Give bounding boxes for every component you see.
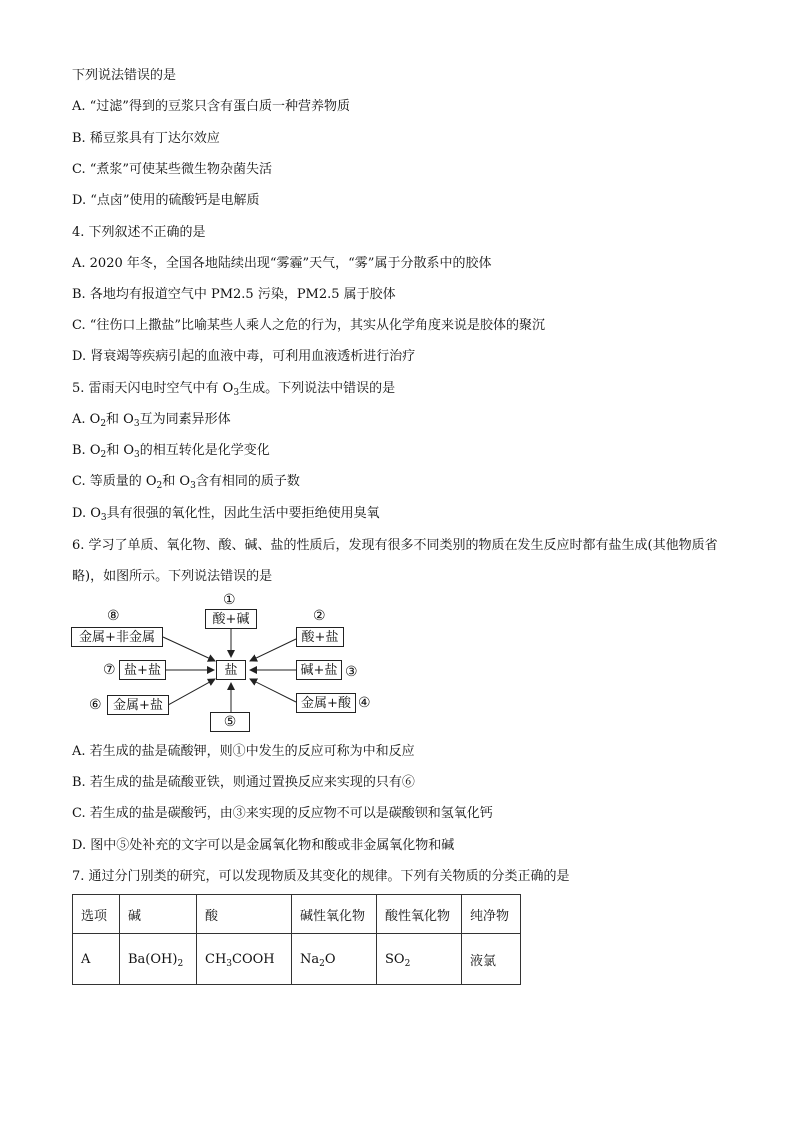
header-cell: 碱 <box>120 895 197 934</box>
cell-base: $Ba(OH)_2$ <box>120 934 197 985</box>
q4-option-b: B. 各地均有报道空气中 PM2.5 污染，PM2.5 属于胶体 <box>72 287 396 302</box>
q5-option-a: A. $O_2$和 $O_3$互为同素异形体 <box>72 412 231 429</box>
q5-option-d: D. $O_3$具有很强的氧化性，因此生活中要拒绝使用臭氧 <box>72 506 380 523</box>
label-5: ⑤ <box>223 714 237 730</box>
cell-option: A <box>73 934 120 985</box>
q5-stem: 5. 雷雨天闪电时空气中有 $O_3$生成。下列说法中错误的是 <box>72 381 396 398</box>
arrow-6 <box>168 679 215 705</box>
q5-option-c: C. 等质量的 $O_2$和 $O_3$含有相同的质子数 <box>72 474 300 491</box>
classification-table <box>72 894 521 985</box>
cell-basic-oxide: $Na_2O$ <box>292 934 377 985</box>
arrow-2 <box>250 639 296 661</box>
box-6-metal-salt: 金属+盐 <box>107 695 169 715</box>
label-6: ⑥ <box>89 697 102 713</box>
intro-line: 下列说法错误的是 <box>72 68 177 83</box>
box-3-base-salt: 碱+盐 <box>296 660 342 680</box>
q3-option-b: B. 稀豆浆具有丁达尔效应 <box>72 131 220 146</box>
q3-option-d: D. “点卤”使用的硫酸钙是电解质 <box>72 193 260 208</box>
q6-stem: 6. 学习了单质、氧化物、酸、碱、盐的性质后，发现有很多不同类别的物质在发生反应时都有盐生成(其他物质省略)，如图所示。下列说法错误的是 <box>72 538 718 584</box>
box-7-salt-salt: 盐+盐 <box>119 660 166 680</box>
q7-stem: 7. 通过分门别类的研究，可以发现物质及其变化的规律。下列有关物质的分类正确的是 <box>72 869 570 884</box>
cell-acid: $CH_3COOH$ <box>197 934 292 985</box>
q6-option-b: B. 若生成的盐是硫酸亚铁，则通过置换反应来实现的只有⑥ <box>72 775 415 790</box>
box-1-acid-base: 酸+碱 <box>205 609 257 629</box>
box-2-acid-salt: 酸+盐 <box>296 627 344 647</box>
label-2: ② <box>313 608 326 624</box>
center-salt-box: 盐 <box>216 660 246 680</box>
box-5-blank <box>210 712 250 732</box>
box-8-metal-nonmetal: 金属+非金属 <box>71 627 163 647</box>
header-cell: 选项 <box>73 895 120 934</box>
cell-pure-substance: 液氯 <box>462 934 521 985</box>
arrow-4 <box>250 679 296 702</box>
q4-option-d: D. 肾衰竭等疾病引起的血液中毒，可利用血液透析进行治疗 <box>72 349 416 364</box>
q6-option-d: D. 图中⑤处补充的文字可以是金属氧化物和酸或非金属氧化物和碱 <box>72 838 455 853</box>
q6-option-a: A. 若生成的盐是硫酸钾，则①中发生的反应可称为中和反应 <box>72 744 415 759</box>
q4-option-c: C. “往伤口上撒盐”比喻某些人乘人之危的行为，其实从化学角度来说是胶体的聚沉 <box>72 318 546 333</box>
label-4: ④ <box>358 695 371 711</box>
label-3: ③ <box>345 664 358 680</box>
q5-option-b: B. $O_2$和 $O_3$的相互转化是化学变化 <box>72 443 270 460</box>
table-row <box>73 934 521 985</box>
header-cell: 碱性氧化物 <box>292 895 377 934</box>
header-cell: 酸性氧化物 <box>377 895 462 934</box>
q6-option-c: C. 若生成的盐是碳酸钙，由③来实现的反应物不可以是碳酸钡和氢氧化钙 <box>72 806 493 821</box>
q3-option-a: A. “过滤”得到的豆浆只含有蛋白质一种营养物质 <box>72 99 350 114</box>
cell-acidic-oxide: $SO_2$ <box>377 934 462 985</box>
arrow-8 <box>163 637 215 661</box>
q4-stem: 4. 下列叙述不正确的是 <box>72 225 206 240</box>
q3-option-c: C. “煮浆”可使某些微生物杂菌失活 <box>72 162 273 177</box>
header-cell: 纯净物 <box>462 895 521 934</box>
table-header-row <box>73 895 521 934</box>
label-7: ⑦ <box>103 662 116 678</box>
label-8: ⑧ <box>107 608 120 624</box>
q4-option-a: A. 2020 年冬，全国各地陆续出现“雾霾”天气，“雾”属于分散系中的胶体 <box>72 256 492 271</box>
header-cell: 酸 <box>197 895 292 934</box>
label-1: ① <box>223 592 236 608</box>
box-4-metal-acid: 金属+酸 <box>296 693 356 713</box>
